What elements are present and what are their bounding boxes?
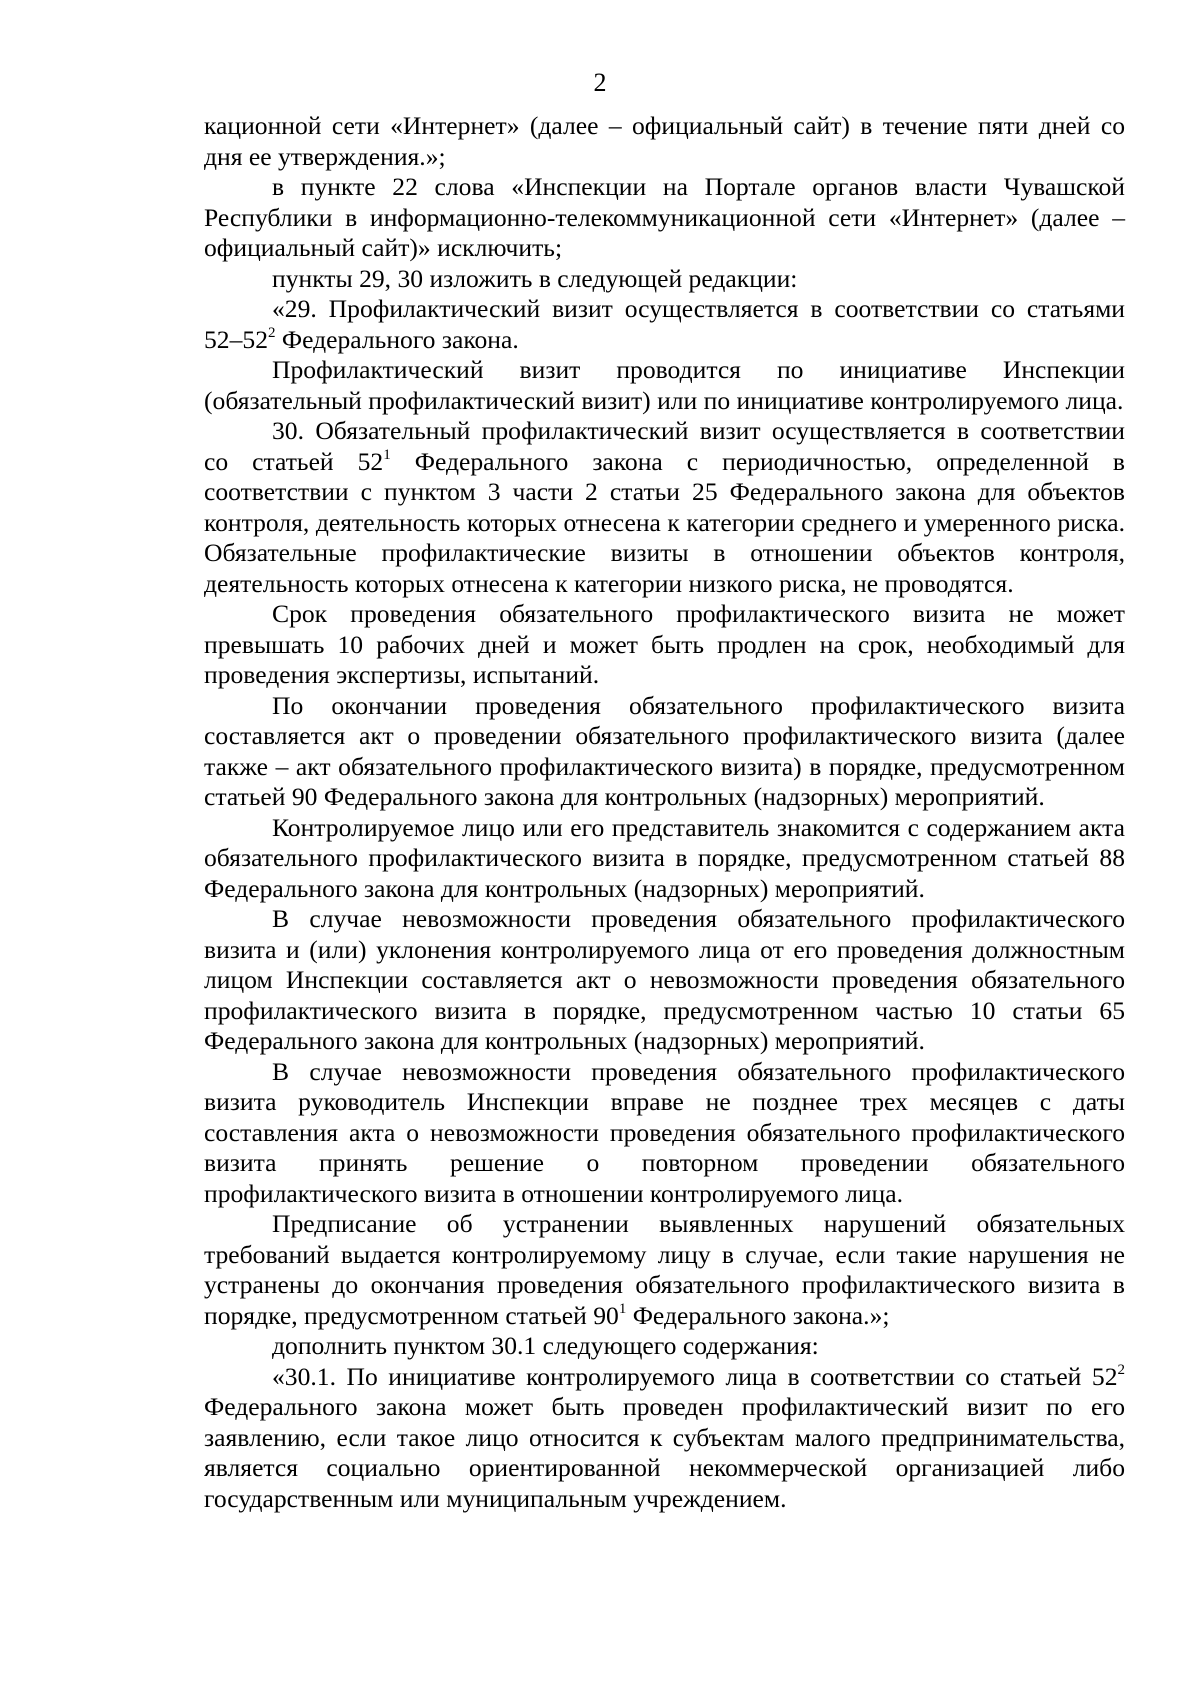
paragraph-repeat-visit: В случае невозможности проведения обязательного профилактического визита руководитель Инспекции вправе не позднее трех месяцев с даты составления акта о невозможности проведения обязательного профилактического визита принять решение о повторном проведении обязательного профилактического визита в отношении контролируемого лица. [204,1056,1125,1208]
paragraph-item-30-1-intro: дополнить пунктом 30.1 следующего содержания: [272,1331,819,1360]
paragraph-continued: кационной сети «Интернет» (далее – официальный сайт) в течение пяти дней со дня ее утверждения.»; [204,111,1125,171]
paragraph-item-30-1 [204,1362,1125,1515]
document-body [204,111,1125,1514]
paragraph-items-29-30-intro: пункты 29, 30 изложить в следующей редакции: [272,263,798,293]
text-fragment: Федерального закона может быть проведен профилактический визит по его заявлению, если такое лицо относится к субъектам малого предпринимательства, является социально ориентированной некоммерческой организацией либо государственным или муниципальным учреждением. [204,1392,1125,1513]
paragraph-item-22: в пункте 22 слова «Инспекции на Портале органов власти Чувашской Республики в информационно-телекоммуникационной сети «Интернет» (далее – официальный сайт)» исключить; [204,172,1125,262]
paragraph-act-familiarization: Контролируемое лицо или его представитель знакомится с содержанием акта обязательного профилактического визита в порядке, предусмотренном статьей 88 Федерального закона для контрольных (надзорных) мероприятий. [204,812,1125,903]
paragraph-impossibility-act: В случае невозможности проведения обязательного профилактического визита и (или) уклонения контролируемого лица от его проведения должностным лицом Инспекции составляется акт о невозможности проведения обязательного профилактического визита в порядке, предусмотренном частью 10 статьи 65 Федерального закона для контрольных (надзорных) мероприятий. [204,904,1125,1055]
superscript: 2 [1117,1361,1125,1378]
text-fragment: Федерального закона. [275,324,519,354]
paragraph-prescription [204,1209,1125,1331]
paragraph-visit-duration: Срок проведения обязательного профилактического визита не может превышать 10 рабочих дней и может быть продлен на срок, необходимый для проведения экспертизы, испытаний. [204,599,1125,689]
text-fragment: Федерального закона.»; [626,1300,890,1330]
paragraph-visit-initiative: Профилактический визит проводится по инициативе Инспекции (обязательный профилактический визит) или по инициативе контролируемого лица. [204,355,1125,415]
superscript: 1 [618,1300,627,1317]
text-fragment: Предписание об устранении выявленных нарушений обязательных требований выдается контролируемому лицу в случае, если такие нарушения не устранены до окончания проведения обязательного профилактического визита в порядке, предусмотренном статьей 90 [204,1209,1125,1330]
paragraph-visit-act: По окончании проведения обязательного профилактического визита составляется акт о проведении обязательного профилактического визита (далее также – акт обязательного профилактического визита) в порядке, предусмотренном статьей 90 Федерального закона для контрольных (надзорных) мероприятий. [204,690,1125,811]
text-fragment: «29. Профилактический визит осуществляется в соответствии со статьями 52–52 [204,294,1125,354]
superscript: 2 [267,324,276,341]
text-fragment: 30. Обязательный профилактический визит осуществляется в соответствии со статьей 52 [204,416,1125,476]
paragraph-item-29 [204,294,1125,355]
page-number: 2 [593,68,607,97]
superscript: 1 [383,446,391,463]
text-fragment: «30.1. По инициативе контролируемого лица в соответствии со статьей 52 [272,1361,1118,1391]
text-fragment: Федерального закона с периодичностью, определенной в соответствии с пунктом 3 части 2 статьи 25 Федерального закона для объектов контроля, деятельность которых отнесена к категории среднего и умеренного риска. Обязательные профилактические визиты в отношении объектов контроля, деятельность которых отнесена к категории низкого риска, не проводятся. [204,446,1125,598]
paragraph-item-30 [204,416,1125,599]
